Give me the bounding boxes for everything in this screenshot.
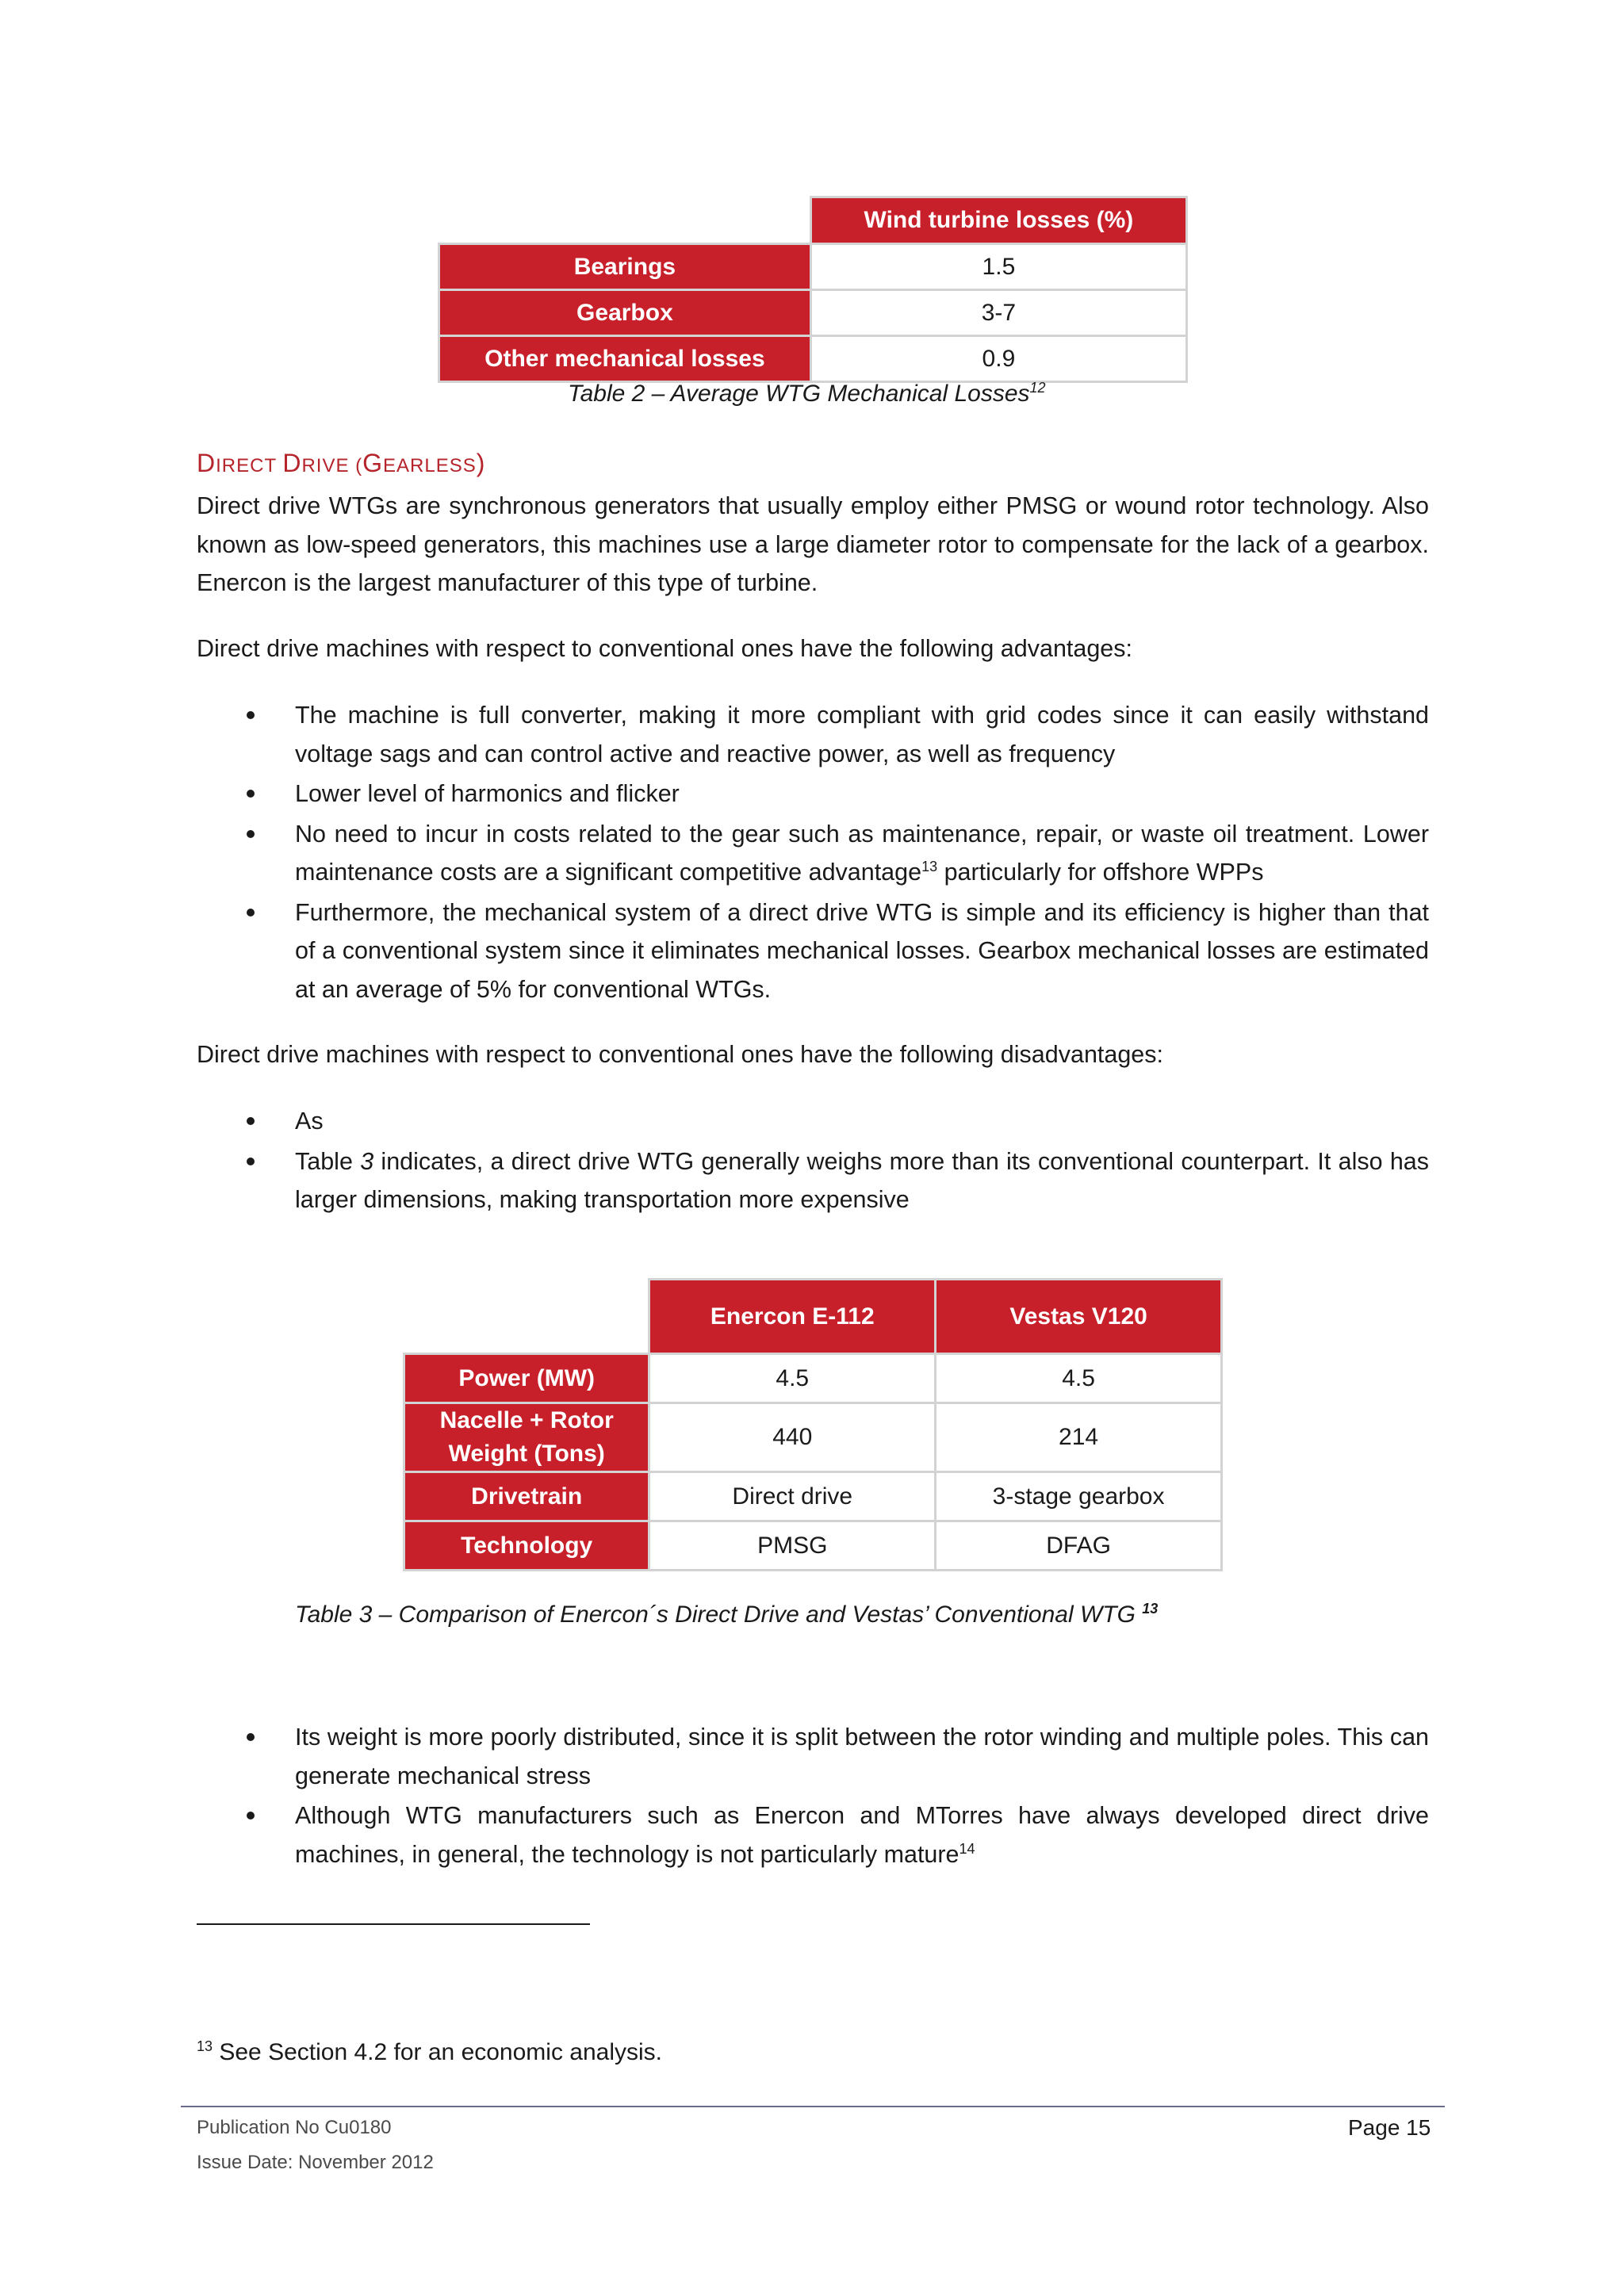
footer-rule: [181, 2106, 1445, 2107]
table-2-caption: Table 2 – Average WTG Mechanical Losses$^{12}$: [568, 380, 1046, 407]
paragraph-advantages-intro: Direct drive machines with respect to conventional ones have the following advantages:: [197, 635, 1132, 662]
paragraph-intro: Direct drive WTGs are synchronous generators that usually employ either PMSG or wound rotor technology. Also known as low-speed generators, this machines use a large diameter rotor to compensate for the lack of a gearbox. Enercon is the largest manufacturer of this type of turbine.: [197, 492, 1429, 596]
row-value: 4.5: [649, 1354, 936, 1403]
column-header-enercon: Enercon E-112: [649, 1280, 936, 1354]
row-label: Bearings: [439, 244, 811, 290]
row-label: Gearbox: [439, 290, 811, 336]
row-label: Drivetrain: [404, 1472, 649, 1521]
table-corner: [439, 197, 811, 244]
table-row: [404, 1472, 1222, 1521]
section-heading: DIRECT DRIVE (GEARLESS): [197, 449, 486, 477]
bullet-icon: [247, 830, 255, 838]
list-item: Furthermore, the mechanical system of a direct drive WTG is simple and its efficiency is higher than that of a conventional system since it eliminates mechanical losses. Gearbox mechanical losses are estimated at an average of 5% for conventional WTGs.: [197, 894, 1429, 1009]
table-2-mechanical-losses: [438, 196, 1188, 383]
row-value: 3-stage gearbox: [936, 1472, 1222, 1521]
table-3-caption: Table 3 – Comparison of Enercon´s Direct Drive and Vestas’ Conventional WTG $^{13}$: [295, 1601, 1159, 1628]
list-item: Table 3 indicates, a direct drive WTG generally weighs more than its conventional counterpart. It also has larger dimensions, making transportation more expensive: [197, 1142, 1429, 1219]
list-item: No need to incur in costs related to the gear such as maintenance, repair, or waste oil treatment. Lower maintenance costs are a significant competitive advantage$^{13}$ particularly for offshore WPPs: [197, 815, 1429, 892]
table-row: [439, 336, 1187, 382]
list-item: Lower level of harmonics and flicker: [197, 775, 1429, 813]
disadvantages-list: [197, 1102, 1429, 1221]
footnote: $^{13}$ See Section 4.2 for an economic analysis.: [197, 2038, 663, 2065]
issue-date: Issue Date: November 2012: [197, 2152, 434, 2173]
table-2-header: Wind turbine losses (%): [810, 197, 1186, 244]
page-number: Page 15: [1348, 2115, 1431, 2140]
footnote-number: 13: [197, 2038, 213, 2054]
bullet-icon: [247, 790, 255, 798]
row-label: Technology: [404, 1521, 649, 1571]
column-header-vestas: Vestas V120: [936, 1280, 1222, 1354]
footnote-ref: 13: [921, 858, 938, 874]
footnote-separator: [197, 1923, 590, 1925]
paragraph-disadvantages-intro: Direct drive machines with respect to conventional ones have the following disadvantages:: [197, 1041, 1163, 1068]
bullet-icon: [247, 1812, 255, 1820]
row-value: 3-7: [810, 290, 1186, 336]
table-row: [404, 1403, 1222, 1472]
table-row: [439, 244, 1187, 290]
row-label: Other mechanical losses: [439, 336, 811, 382]
row-value: 0.9: [810, 336, 1186, 382]
list-item: Its weight is more poorly distributed, since it is split between the rotor winding and multiple poles. This can generate mechanical stress: [197, 1718, 1429, 1795]
bullet-icon: [247, 711, 255, 719]
row-value: Direct drive: [649, 1472, 936, 1521]
list-item: The machine is full converter, making it more compliant with grid codes since it can easily withstand voltage sags and can control active and reactive power, as well as frequency: [197, 696, 1429, 773]
table-row: [404, 1354, 1222, 1403]
row-value: DFAG: [936, 1521, 1222, 1571]
disadvantages-list-continued: [197, 1718, 1429, 1875]
row-label: Power (MW): [404, 1354, 649, 1403]
row-value: PMSG: [649, 1521, 936, 1571]
bullet-icon: [247, 1117, 255, 1125]
row-label: Nacelle + Rotor Weight (Tons): [404, 1403, 649, 1472]
bullet-icon: [247, 909, 255, 916]
publication-number: Publication No Cu0180: [197, 2117, 392, 2138]
footnote-ref: 14: [959, 1840, 975, 1857]
footnote-ref: 12: [1029, 380, 1046, 396]
table-corner: [404, 1280, 649, 1354]
list-item: As: [197, 1102, 1429, 1141]
row-value: 1.5: [810, 244, 1186, 290]
list-item: Although WTG manufacturers such as Enercon and MTorres have always developed direct drive machines, in general, the technology is not particularly mature$^{14}$: [197, 1797, 1429, 1873]
bullet-icon: [247, 1158, 255, 1165]
table-3-comparison: [403, 1278, 1223, 1571]
bullet-icon: [247, 1733, 255, 1741]
row-value: 440: [649, 1403, 936, 1472]
advantages-list: [197, 696, 1429, 1010]
table-row: [439, 290, 1187, 336]
table-row: [404, 1521, 1222, 1571]
footnote-ref: 13: [1142, 1601, 1159, 1617]
row-value: 4.5: [936, 1354, 1222, 1403]
row-value: 214: [936, 1403, 1222, 1472]
